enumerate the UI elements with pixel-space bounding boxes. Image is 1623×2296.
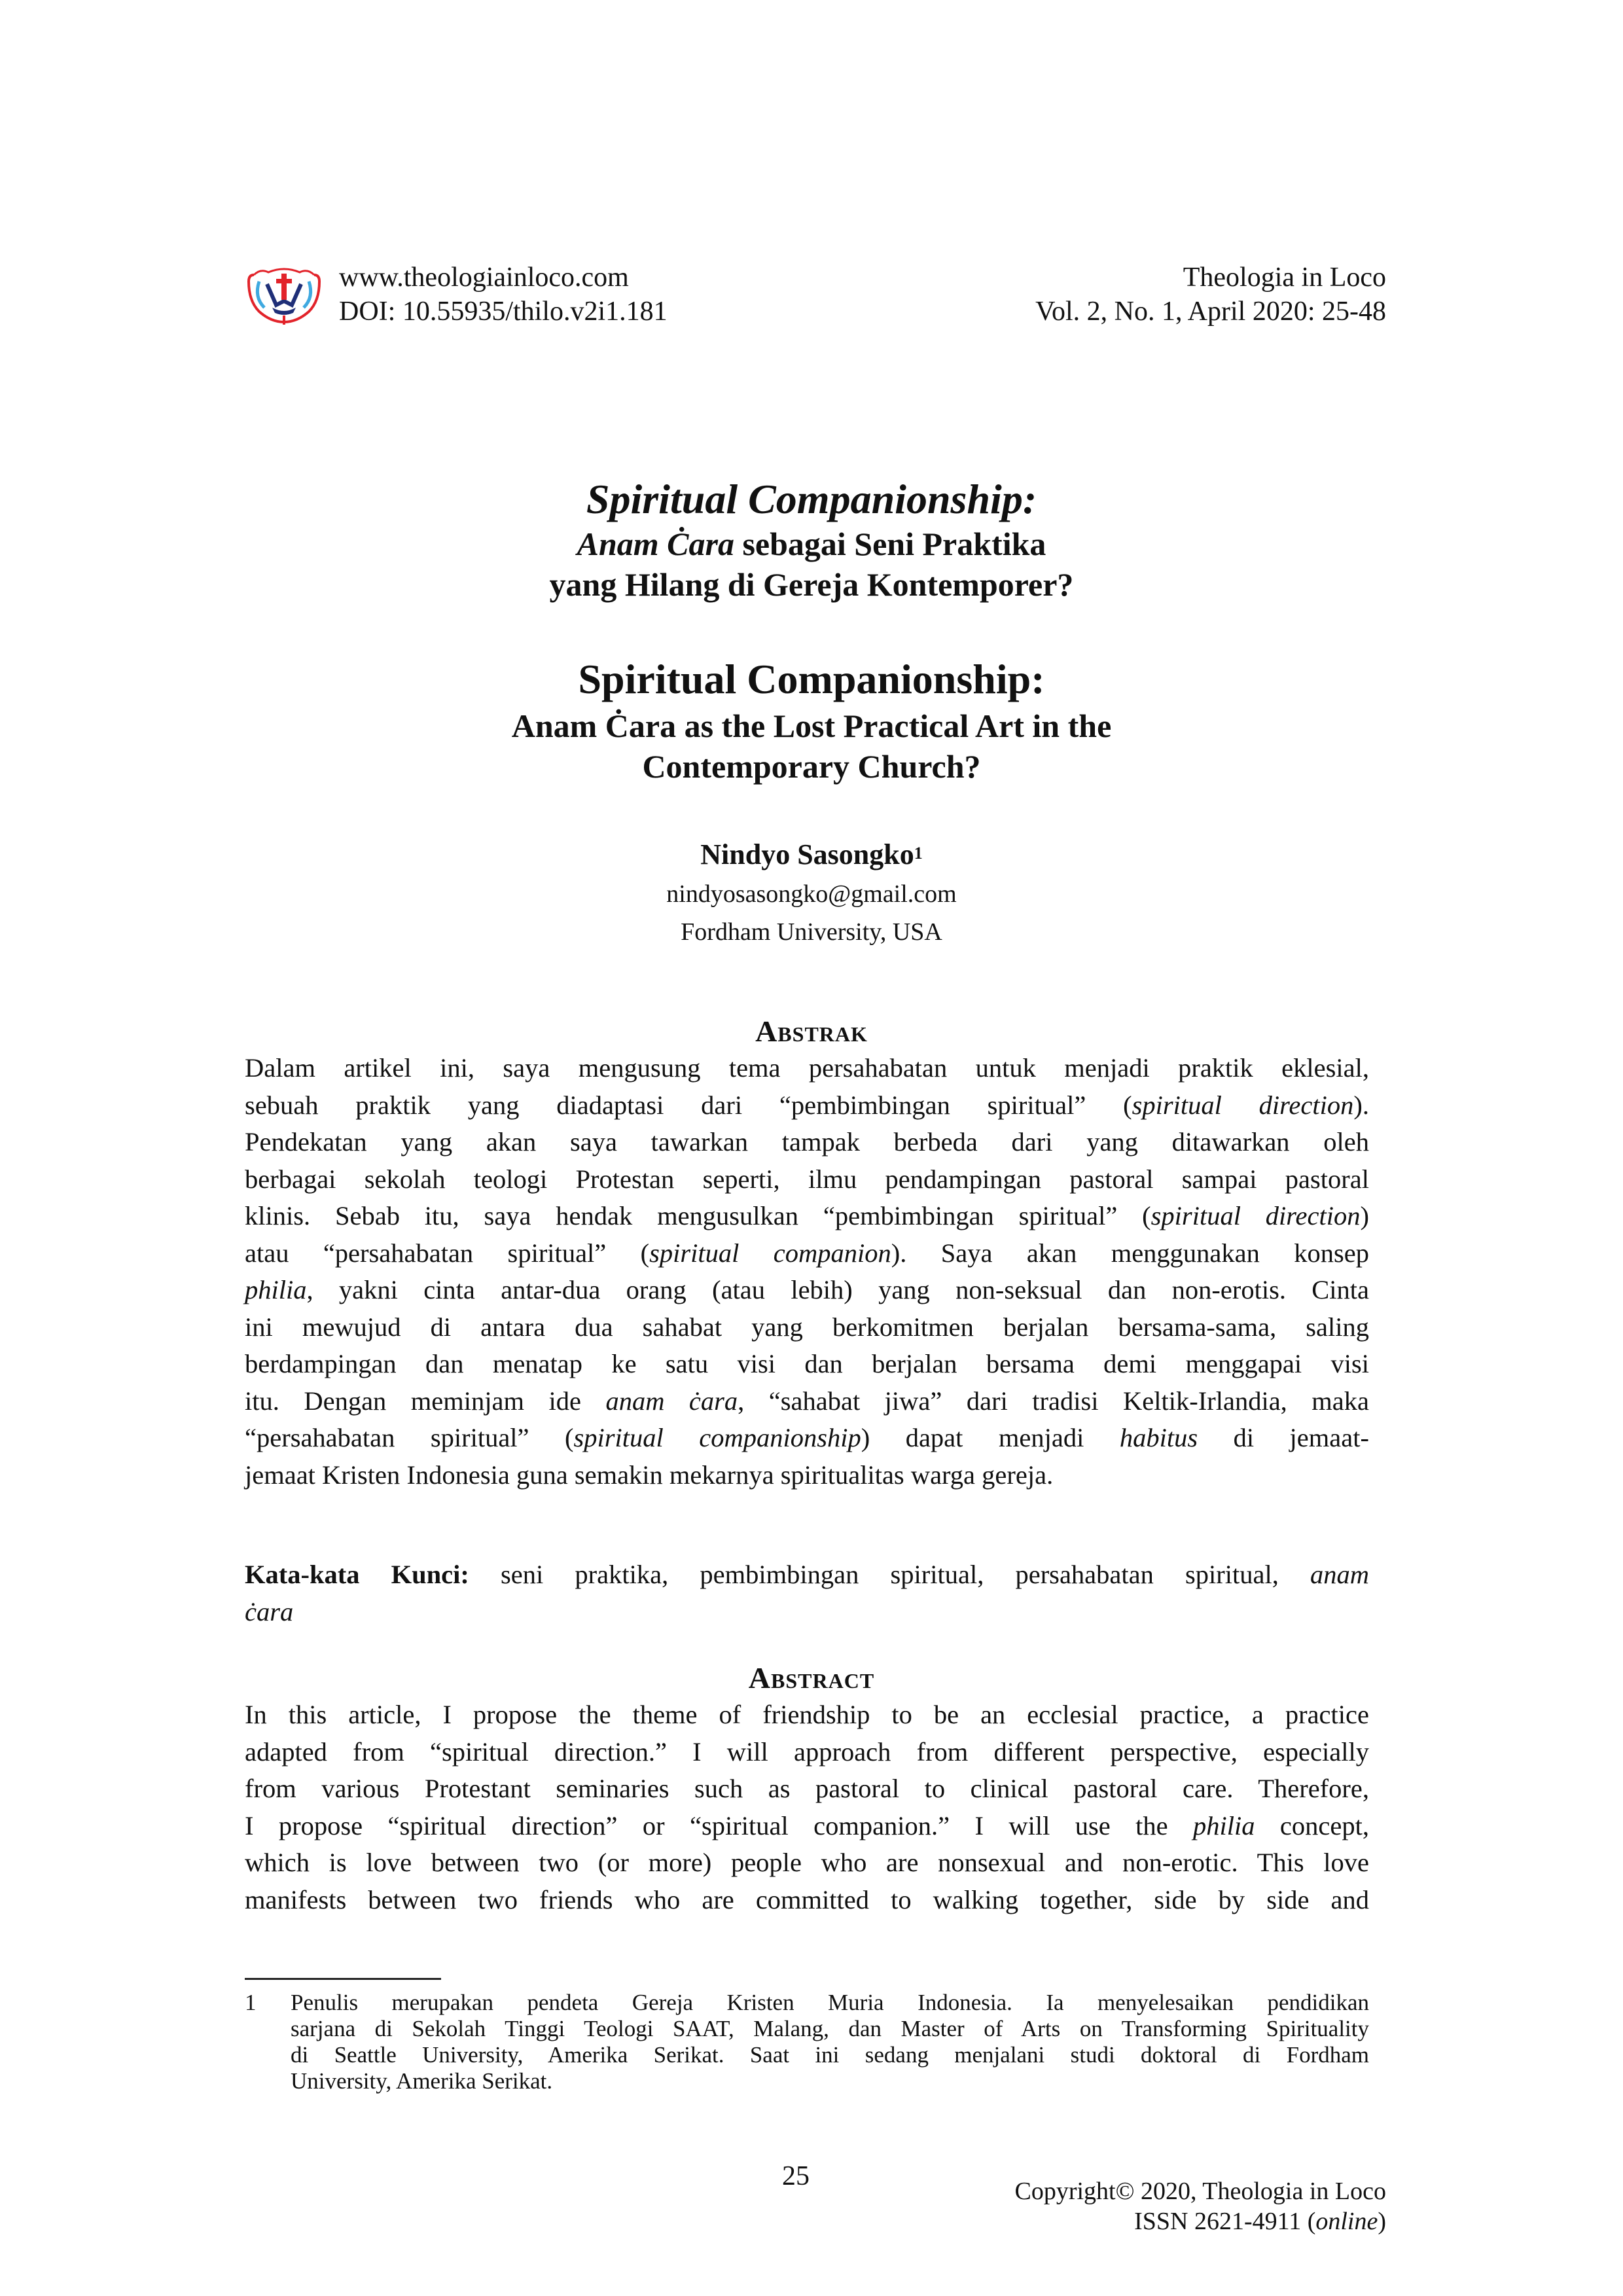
text-run: Dalam artikel ini, saya mengusung tema persahabatan untuk menjadi praktik eklesial,: [245, 1053, 1369, 1083]
italic-term: spiritual companion: [649, 1238, 891, 1268]
copyright-block: [1015, 2176, 1387, 2236]
copyright-text: Copyright© 2020, Theologia in Loco: [1014, 2178, 1386, 2205]
title-english-sub-line1: Anam Ċara as the Lost Practical Art in the: [511, 708, 1112, 744]
footnote-line: University, Amerika Serikat.: [291, 2068, 553, 2094]
paragraph-line: [245, 1882, 1369, 1919]
title-indonesian-main: Spiritual Companionship:: [586, 476, 1037, 522]
seminary-emblem-icon: [245, 262, 323, 330]
text-run: from various Protestant seminaries such as pastoral to clinical pastoral care. Therefore,: [245, 1774, 1369, 1803]
title-indonesian-sub-rest: sebagai Seni Praktika: [734, 526, 1046, 562]
italic-term: habitus: [1119, 1423, 1198, 1452]
page-number: 25: [782, 2161, 810, 2191]
keywords-italic-term: anam: [1310, 1560, 1369, 1589]
paragraph-line: [245, 1235, 1369, 1272]
journal-logo: [245, 262, 323, 330]
title-indonesian-sub-line2: yang Hilang di Gereja Kontemporer?: [549, 566, 1074, 603]
text-run: In this article, I propose the theme of friendship to be an ecclesial practice, a practice: [245, 1700, 1369, 1729]
text-run: itu. Dengan meminjam ide: [245, 1386, 606, 1416]
keywords-list: seni praktika, pembimbingan spiritual, persahabatan spiritual,: [469, 1560, 1310, 1589]
keywords-line-2: [245, 1594, 1369, 1631]
paragraph-line: [245, 1770, 1369, 1808]
italic-term: spiritual companionship: [573, 1423, 861, 1452]
text-run: berbagai sekolah teologi Protestan seperti, ilmu pendampingan pastoral sampai pastoral: [245, 1164, 1369, 1194]
text-run: ). Saya akan menggunakan konsep: [891, 1238, 1369, 1268]
keywords: [245, 1556, 1369, 1630]
text-run: concept,: [1255, 1810, 1369, 1840]
text-run: , yakni cinta antar-dua orang (atau lebih) yang non-seksual dan non-erotis. Cinta: [306, 1275, 1369, 1304]
paragraph-line: [245, 1161, 1369, 1198]
abstrak-heading: Abstrak: [755, 1014, 868, 1048]
text-run: di jemaat-: [1198, 1423, 1369, 1452]
italic-term: philia: [1193, 1810, 1255, 1840]
text-run: ) dapat menjadi: [861, 1423, 1120, 1452]
text-run: atau “persahabatan spiritual” (: [245, 1238, 650, 1268]
text-run: ).: [1353, 1090, 1370, 1120]
footnote-text: [291, 1990, 1369, 2094]
title-indonesian-italic-term: Anam Ċara: [577, 526, 734, 562]
title-english-main: Spiritual Companionship:: [578, 656, 1045, 702]
author-email[interactable]: nindyosasongko@gmail.com: [666, 880, 957, 908]
paragraph-line: [245, 1346, 1369, 1383]
paragraph-line: [245, 1734, 1369, 1771]
paragraph-line: [245, 1808, 1369, 1845]
text-run: adapted from “spiritual direction.” I will approach from different perspective, especially: [245, 1736, 1369, 1767]
title-english-sub-line2: Contemporary Church?: [642, 748, 981, 785]
italic-term: philia: [245, 1275, 307, 1304]
text-run: klinis. Sebab itu, saya hendak mengusulkan “pembimbingan spiritual” (: [245, 1201, 1151, 1230]
doi-link[interactable]: DOI: 10.55935/thilo.v2i1.181: [339, 296, 668, 327]
keywords-label: Kata-kata Kunci:: [245, 1560, 469, 1589]
paragraph-line: [245, 1124, 1369, 1161]
volume-info: Vol. 2, No. 1, April 2020: 25-48: [1035, 296, 1386, 327]
keywords-line-1: [245, 1556, 1369, 1594]
title-english-subtitle: [0, 706, 1623, 787]
abstract-body: [245, 1696, 1369, 1918]
title-indonesian-subtitle: [0, 524, 1623, 605]
text-run: ): [1360, 1201, 1370, 1230]
italic-term: anam ċara: [605, 1386, 738, 1416]
paragraph-line: [245, 1457, 1369, 1494]
footnote-line: sarjana di Sekolah Tinggi Teologi SAAT, Malang, dan Master of Arts on Transforming Spirituality: [291, 2016, 1369, 2041]
text-run: berdampingan dan menatap ke satu visi dan berjalan bersama demi menggapai visi: [245, 1349, 1369, 1378]
footnote-separator: [245, 1978, 441, 1980]
author-footnote-mark[interactable]: 1: [914, 844, 923, 863]
text-run: I propose “spiritual direction” or “spiritual companion.” I will use the: [245, 1810, 1194, 1840]
author-name-text: Nindyo Sasongko: [700, 838, 914, 870]
header-right: [1035, 260, 1386, 329]
paragraph-line: [245, 1272, 1369, 1309]
paragraph-line: [245, 1844, 1369, 1882]
abstrak-body: [245, 1050, 1369, 1494]
italic-term: spiritual direction: [1150, 1201, 1361, 1230]
text-run: “persahabatan spiritual” (: [245, 1423, 574, 1452]
abstract-heading: Abstract: [748, 1661, 875, 1695]
paragraph-line: [245, 1050, 1369, 1087]
journal-website-link[interactable]: www.theologiainloco.com: [339, 262, 629, 293]
issn-suffix: ): [1378, 2208, 1386, 2235]
italic-term: spiritual direction: [1132, 1090, 1354, 1120]
footnote-line: di Seattle University, Amerika Serikat. Saat ini sedang menjalani studi doktoral di Fordham: [291, 2042, 1369, 2068]
text-run: Pendekatan yang akan saya tawarkan tampak berbeda dari yang ditawarkan oleh: [245, 1127, 1369, 1157]
header-left: [339, 260, 668, 329]
issn-prefix: ISSN 2621-4911 (: [1134, 2208, 1316, 2235]
text-run: , “sahabat jiwa” dari tradisi Keltik-Irlandia, maka: [738, 1386, 1369, 1416]
keywords-italic-term-cont: ċara: [245, 1596, 294, 1626]
paragraph-line: [245, 1420, 1369, 1457]
issn-text: [1015, 2206, 1387, 2236]
text-run: jemaat Kristen Indonesia guna semakin mekarnya spiritualitas warga gereja.: [245, 1460, 1054, 1490]
author-name: [0, 836, 1623, 873]
text-run: ini mewujud di antara dua sahabat yang berkomitmen berjalan bersama-sama, saling: [245, 1312, 1369, 1342]
paragraph-line: [245, 1309, 1369, 1346]
footnote-line: Penulis merupakan pendeta Gereja Kristen Muria Indonesia. Ia menyelesaikan pendidikan: [291, 1990, 1369, 2015]
paragraph-line: [245, 1383, 1369, 1420]
text-run: sebuah praktik yang diadaptasi dari “pembimbingan spiritual” (: [245, 1090, 1132, 1120]
journal-name: Theologia in Loco: [1183, 262, 1386, 293]
text-run: manifests between two friends who are committed to walking together, side by side and: [245, 1884, 1369, 1914]
paragraph-line: [245, 1696, 1369, 1734]
footnote-number: 1: [245, 1990, 257, 2015]
paragraph-line: [245, 1087, 1369, 1124]
paragraph-line: [245, 1198, 1369, 1235]
text-run: which is love between two (or more) people who are nonsexual and non-erotic. This love: [245, 1848, 1369, 1877]
author-affiliation: Fordham University, USA: [681, 918, 942, 946]
issn-online: online: [1315, 2208, 1378, 2235]
